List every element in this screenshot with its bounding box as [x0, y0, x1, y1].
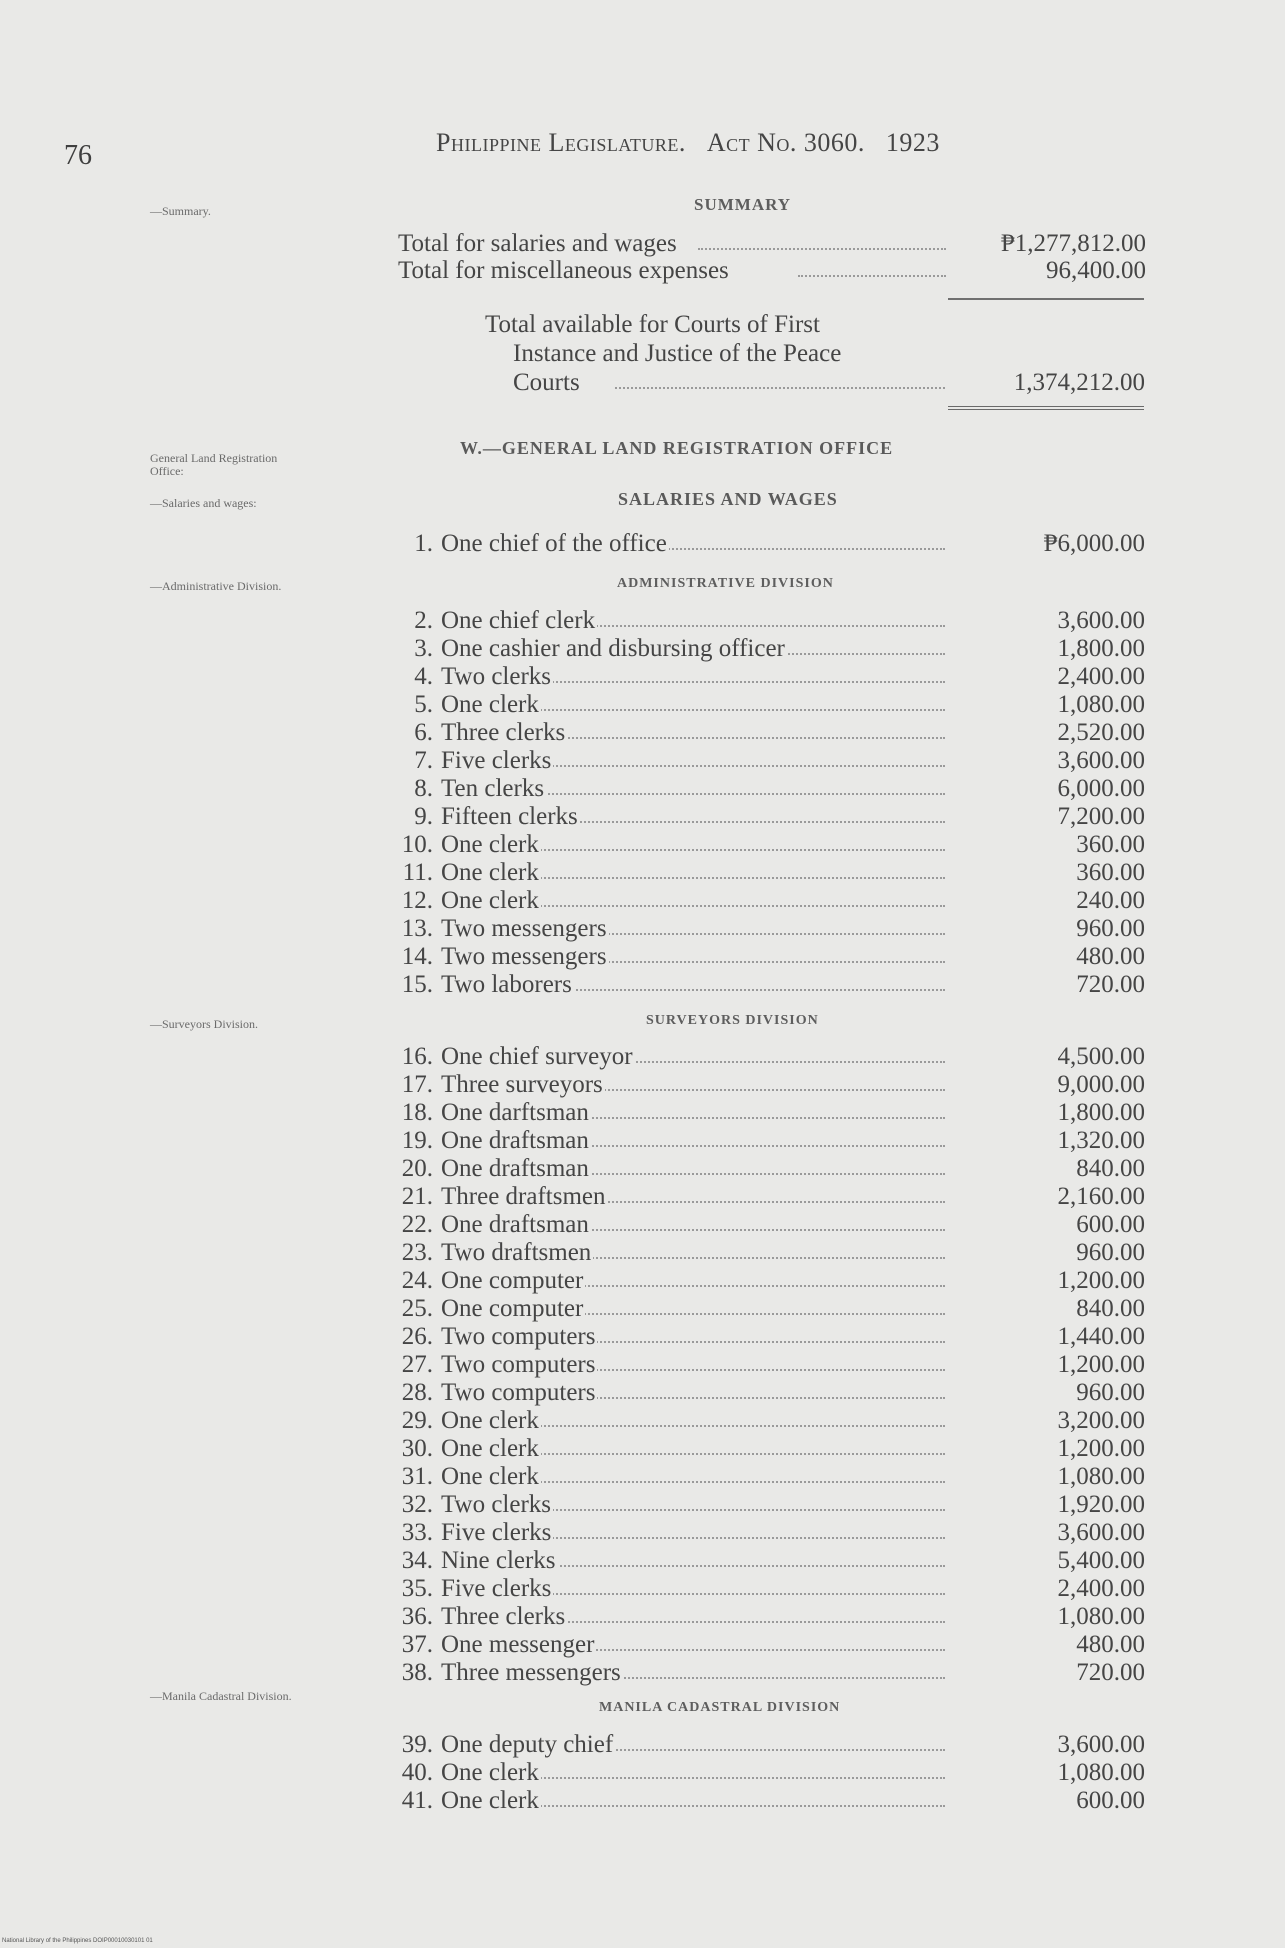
item-number: 11.	[402, 859, 433, 886]
item-amount: 1,200.00	[1057, 1435, 1145, 1462]
salary-item-row	[395, 803, 1145, 831]
item-description: One clerk	[441, 1463, 539, 1490]
item-amount: 1,920.00	[1057, 1491, 1145, 1518]
salary-item-row	[395, 971, 1145, 999]
item-description: One clerk	[441, 1759, 539, 1786]
item-number: 15.	[401, 971, 433, 998]
subhead-surveyors: SURVEYORS DIVISION	[646, 1013, 819, 1028]
item-number: 5.	[414, 691, 433, 718]
item-number: 24.	[401, 1267, 433, 1294]
item-amount: 1,080.00	[1057, 691, 1145, 718]
item-number: 34.	[401, 1547, 433, 1574]
item-number: 21.	[401, 1183, 433, 1210]
salary-item-row	[395, 1211, 1145, 1239]
item-amount: 480.00	[1076, 1631, 1145, 1658]
salary-item-row	[395, 1379, 1145, 1407]
item-number: 29.	[401, 1407, 433, 1434]
item-number: 27.	[401, 1351, 433, 1378]
salary-item-row	[395, 719, 1145, 747]
item-amount: 1,200.00	[1057, 1267, 1145, 1294]
item-description: Three clerks	[441, 719, 566, 746]
item-description: Five clerks	[441, 1519, 552, 1546]
item-amount: 480.00	[1076, 943, 1145, 970]
salary-item-row	[395, 1731, 1145, 1759]
item-amount: 1,080.00	[1057, 1759, 1145, 1786]
item-description: One draftsman	[441, 1211, 589, 1238]
salary-item-row	[395, 1519, 1145, 1547]
item-number: 20.	[401, 1155, 433, 1182]
item-amount: 720.00	[1076, 1659, 1145, 1686]
item-number: 36.	[401, 1603, 433, 1630]
salary-item-row	[395, 530, 1145, 558]
item-number: 39.	[401, 1731, 433, 1758]
salaries-heading: SALARIES AND WAGES	[618, 489, 838, 509]
salary-item-row	[395, 691, 1145, 719]
salary-item-row	[395, 1407, 1145, 1435]
running-title: Philippine Legislature.	[436, 128, 686, 157]
salary-item-row	[395, 1351, 1145, 1379]
item-number: 40.	[401, 1759, 433, 1786]
item-number: 6.	[414, 719, 433, 746]
item-amount: 3,600.00	[1057, 1731, 1145, 1758]
item-description: Two computers	[441, 1323, 596, 1350]
margin-note-admin: —Administrative Division.	[150, 579, 282, 593]
item-description: One clerk	[441, 1407, 539, 1434]
item-number: 26.	[401, 1323, 433, 1350]
item-description: Three draftsmen	[441, 1183, 606, 1210]
item-amount: 3,600.00	[1057, 607, 1145, 634]
item-description: One cashier and disbursing officer	[441, 635, 785, 662]
salary-item-row	[395, 1043, 1145, 1071]
summary-misc-label: Total for miscellaneous expenses	[398, 257, 729, 284]
item-description: Two computers	[441, 1379, 596, 1406]
item-number: 10.	[401, 831, 433, 858]
item-description: Five clerks	[441, 1575, 552, 1602]
item-description: One clerk	[441, 1787, 539, 1814]
item-amount: 240.00	[1076, 887, 1145, 914]
running-header	[436, 128, 940, 158]
item-amount: 840.00	[1076, 1295, 1145, 1322]
item-description: Five clerks	[441, 747, 552, 774]
item-amount: 1,200.00	[1057, 1351, 1145, 1378]
item-amount: 840.00	[1076, 1155, 1145, 1182]
salary-item-row	[395, 859, 1145, 887]
item-amount: 7,200.00	[1057, 803, 1145, 830]
item-description: One draftsman	[441, 1127, 589, 1154]
item-number: 7.	[414, 747, 433, 774]
item-description: Two draftsmen	[441, 1239, 592, 1266]
item-description: One clerk	[441, 859, 539, 886]
item-amount: 2,520.00	[1057, 719, 1145, 746]
item-number: 32.	[401, 1491, 433, 1518]
salary-item-row	[395, 1155, 1145, 1183]
item-description: Three messengers	[441, 1659, 621, 1686]
salary-item-row	[395, 943, 1145, 971]
item-description: Fifteen clerks	[441, 803, 578, 830]
item-amount: 1,320.00	[1057, 1127, 1145, 1154]
salary-item-row	[395, 1323, 1145, 1351]
item-amount: 9,000.00	[1057, 1071, 1145, 1098]
salary-item-row	[395, 663, 1145, 691]
margin-note-salaries: —Salaries and wages:	[150, 496, 257, 510]
salary-item-row	[395, 1239, 1145, 1267]
salary-item-row	[395, 1295, 1145, 1323]
item-amount: 960.00	[1076, 915, 1145, 942]
item-amount: 960.00	[1076, 1379, 1145, 1406]
item-number: 23.	[401, 1239, 433, 1266]
salary-item-row	[395, 1127, 1145, 1155]
item-number: 37.	[401, 1631, 433, 1658]
item-amount: 1,800.00	[1057, 635, 1145, 662]
item-description: One clerk	[441, 887, 539, 914]
salary-item-row	[395, 1183, 1145, 1211]
item-description: One deputy chief	[441, 1731, 614, 1758]
item-amount: 720.00	[1076, 971, 1145, 998]
item-amount: 600.00	[1076, 1211, 1145, 1238]
margin-note-summary: —Summary.	[150, 204, 211, 218]
salary-item-row	[395, 1099, 1145, 1127]
item-description: One clerk	[441, 1435, 539, 1462]
salary-item-row	[395, 1631, 1145, 1659]
item-description: Ten clerks	[441, 775, 545, 802]
item-number: 17.	[401, 1071, 433, 1098]
item-amount: 3,600.00	[1057, 747, 1145, 774]
item-amount: 960.00	[1076, 1239, 1145, 1266]
item-number: 38.	[401, 1659, 433, 1686]
item-amount: 1,800.00	[1057, 1099, 1145, 1126]
leader-dots	[798, 275, 946, 277]
margin-note-surveyors: —Surveyors Division.	[150, 1017, 258, 1031]
salary-item-row	[395, 1575, 1145, 1603]
item-amount: 2,400.00	[1057, 663, 1145, 690]
act-number: Act No. 3060.	[706, 128, 865, 157]
salary-item-row	[395, 1547, 1145, 1575]
salary-item-row	[395, 1435, 1145, 1463]
item-description: Two clerks	[441, 663, 552, 690]
item-description: One computer	[441, 1267, 584, 1294]
salary-item-row	[395, 635, 1145, 663]
item-number: 18.	[401, 1099, 433, 1126]
item-amount: 5,400.00	[1057, 1547, 1145, 1574]
item-description: One computer	[441, 1295, 584, 1322]
summary-total-line1: Total available for Courts of First	[485, 311, 820, 338]
summary-total-line2: Instance and Justice of the Peace	[513, 340, 842, 367]
item-description: Two messengers	[441, 915, 607, 942]
salary-item-row	[395, 1071, 1145, 1099]
item-number: 35.	[401, 1575, 433, 1602]
item-amount: 1,440.00	[1057, 1323, 1145, 1350]
item-amount: 1,080.00	[1057, 1603, 1145, 1630]
salary-item-row	[395, 1463, 1145, 1491]
item-number: 33.	[401, 1519, 433, 1546]
item-amount: 6,000.00	[1057, 775, 1145, 802]
item-number: 3.	[414, 635, 433, 662]
item-description: One draftsman	[441, 1155, 589, 1182]
header-year: 1923	[885, 128, 940, 157]
item-description: One chief of the office	[441, 530, 667, 557]
salary-item-row	[395, 915, 1145, 943]
item-description: Two clerks	[441, 1491, 552, 1518]
salary-item-row	[395, 831, 1145, 859]
leader-dots	[698, 248, 946, 250]
margin-note-land-office: General Land Registration Office:	[150, 451, 278, 478]
item-amount: 360.00	[1076, 831, 1145, 858]
item-number: 22.	[401, 1211, 433, 1238]
item-amount: ₱6,000.00	[1043, 530, 1145, 557]
summary-salaries-row	[398, 230, 1146, 258]
item-description: Three surveyors	[441, 1071, 603, 1098]
salary-item-row	[395, 607, 1145, 635]
salary-item-row	[395, 1759, 1145, 1787]
summary-misc-amount: 96,400.00	[1046, 257, 1146, 284]
footer-credit: National Library of the Philippines DOIP00010030101 01	[2, 1938, 153, 1944]
summary-salaries-label: Total for salaries and wages	[398, 230, 677, 257]
item-description: Two laborers	[441, 971, 572, 998]
item-number: 9.	[414, 803, 433, 830]
summary-rule	[948, 298, 1144, 300]
salary-item-row	[395, 1603, 1145, 1631]
salary-item-row	[395, 747, 1145, 775]
item-description: One clerk	[441, 831, 539, 858]
item-number: 16.	[401, 1043, 433, 1070]
salary-item-row	[395, 1267, 1145, 1295]
item-amount: 1,080.00	[1057, 1463, 1145, 1490]
summary-misc-row	[398, 257, 1146, 285]
summary-total-line3: Courts	[513, 369, 580, 396]
summary-total-amount: 1,374,212.00	[1013, 369, 1145, 396]
subhead-manila: MANILA CADASTRAL DIVISION	[599, 1700, 841, 1715]
item-number: 8.	[414, 775, 433, 802]
item-description: Three clerks	[441, 1603, 566, 1630]
item-description: One chief surveyor	[441, 1043, 633, 1070]
item-description: One chief clerk	[441, 607, 596, 634]
item-number: 19.	[401, 1127, 433, 1154]
leader-dots	[615, 387, 945, 389]
item-number: 13.	[401, 915, 433, 942]
item-amount: 2,160.00	[1057, 1183, 1145, 1210]
salary-item-row	[395, 1491, 1145, 1519]
summary-double-rule	[948, 406, 1144, 410]
item-amount: 3,600.00	[1057, 1519, 1145, 1546]
item-number: 2.	[414, 607, 433, 634]
item-amount: 4,500.00	[1057, 1043, 1145, 1070]
item-number: 12.	[401, 887, 433, 914]
item-number: 14.	[401, 943, 433, 970]
page-number: 76	[64, 140, 92, 171]
item-description: Two messengers	[441, 943, 607, 970]
item-amount: 3,200.00	[1057, 1407, 1145, 1434]
item-number: 30.	[401, 1435, 433, 1462]
salary-item-row	[395, 887, 1145, 915]
salary-item-row	[395, 1659, 1145, 1687]
salary-item-row	[395, 1787, 1145, 1815]
summary-salaries-amount: ₱1,277,812.00	[1000, 230, 1146, 257]
item-description: One darftsman	[441, 1099, 589, 1126]
item-amount: 2,400.00	[1057, 1575, 1145, 1602]
item-amount: 360.00	[1076, 859, 1145, 886]
item-description: One clerk	[441, 691, 539, 718]
margin-note-manila: —Manila Cadastral Division.	[150, 1689, 292, 1703]
item-description: Two computers	[441, 1351, 596, 1378]
subhead-admin: ADMINISTRATIVE DIVISION	[617, 576, 834, 591]
salary-item-row	[395, 775, 1145, 803]
item-number: 28.	[401, 1379, 433, 1406]
item-number: 41.	[401, 1787, 433, 1814]
item-number: 4.	[414, 663, 433, 690]
item-description: Nine clerks	[441, 1547, 556, 1574]
summary-total-block	[485, 310, 1145, 397]
item-description: One messenger	[441, 1631, 595, 1658]
item-number: 1.	[414, 530, 433, 557]
item-amount: 600.00	[1076, 1787, 1145, 1814]
item-number: 25.	[401, 1295, 433, 1322]
section-title: W.—GENERAL LAND REGISTRATION OFFICE	[460, 438, 894, 458]
summary-heading: SUMMARY	[694, 195, 792, 214]
item-number: 31.	[401, 1463, 433, 1490]
